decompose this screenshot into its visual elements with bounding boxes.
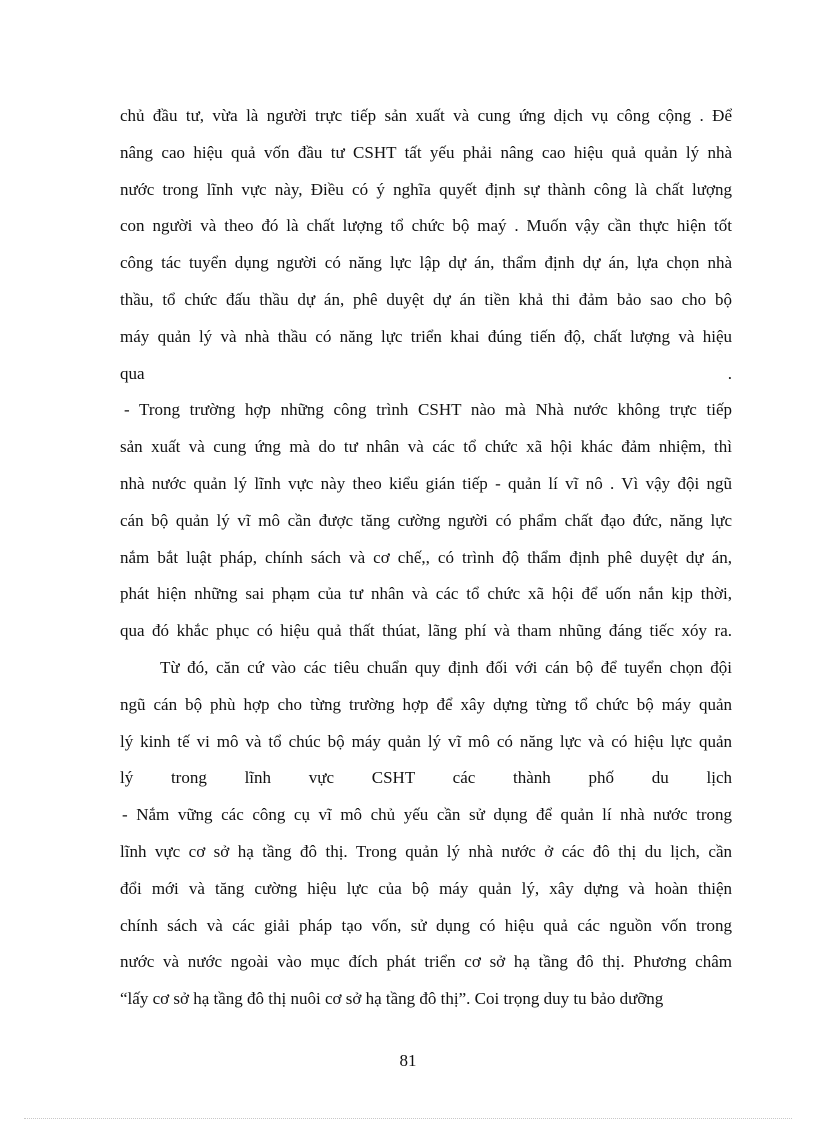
text-line: “lấy cơ sở hạ tầng đô thị nuôi cơ sở hạ tầng đô thị”. Coi trọng duy tu bảo dưỡng (120, 989, 664, 1009)
text-line: con người và theo đó là chất lượng tổ chức bộ maý . Muốn vậy cần thực hiện tốt (120, 216, 732, 236)
text-line: nước và nước ngoài vào mục đích phát triển cơ sở hạ tầng đô thị. Phương châm (120, 952, 732, 972)
text-line: máy quản lý và nhà thầu có năng lực triển khai đúng tiến độ, chất lượng và hiệu (120, 326, 732, 346)
text-line: nâng cao hiệu quả vốn đầu tư CSHT tất yếu phải nâng cao hiệu quả quản lý nhà (120, 142, 732, 162)
text-line: đổi mới và tăng cường hiệu lực của bộ máy quản lý, xây dựng và hoàn thiện (120, 878, 732, 898)
page-bottom-divider (24, 1118, 792, 1119)
text-line: chính sách và các giải pháp tạo vốn, sử dụng có hiệu quả các nguồn vốn trong (120, 915, 732, 935)
text-line: nước trong lĩnh vực này, Điều có ý nghĩa quyết định sự thành công là chất lượng (120, 179, 732, 199)
text-line (120, 356, 732, 393)
text-line: ngũ cán bộ phù hợp cho từng trường hợp để xây dựng từng tổ chức bộ máy quản (120, 694, 732, 714)
text-line: nhà nước quản lý lĩnh vực này theo kiểu gián tiếp - quản lí vĩ nô . Vì vậy đội ngũ (120, 473, 732, 493)
trailing-period: . (727, 363, 732, 383)
text-line: công tác tuyển dụng người có năng lực lập dự án, thẩm định dự án, lựa chọn nhà (120, 253, 732, 273)
text-line: phát hiện những sai phạm của tư nhân và các tổ chức xã hội để uốn nắn kịp thời, (120, 584, 732, 604)
text-line: thầu, tổ chức đấu thầu dự án, phê duyệt dự án tiền khả thi đảm bảo sao cho bộ (120, 289, 732, 309)
text-line-word: qua (120, 363, 145, 383)
text-line: qua đó khắc phục có hiệu quả thất thúat, lãng phí và tham nhũng đáng tiếc xóy ra. (120, 621, 732, 641)
body-text (120, 98, 732, 1018)
text-line: chủ đầu tư, vừa là người trực tiếp sản xuất và cung ứng dịch vụ công cộng . Để (120, 106, 732, 125)
text-line: lý kinh tế vi mô và tổ chúc bộ máy quản lý vĩ mô có năng lực và có hiệu lực quản (120, 731, 732, 751)
text-line: sản xuất và cung ứng mà do tư nhân và các tổ chức xã hội khác đảm nhiệm, thì (120, 437, 732, 457)
text-line: lĩnh vực cơ sở hạ tầng đô thị. Trong quản lý nhà nước ở các đô thị du lịch, cần (120, 841, 732, 861)
page-number: 81 (399, 1051, 417, 1070)
text-line: cán bộ quản lý vĩ mô cần được tăng cường người có phẩm chất đạo đức, năng lực (120, 510, 732, 530)
text-line: nắm bắt luật pháp, chính sách và cơ chế,, có trình độ thẩm định phê duyệt dự án, (120, 547, 732, 567)
text-line: - Trong trường hợp những công trình CSHT nào mà Nhà nước không trực tiếp (124, 400, 732, 420)
text-line: Từ đó, căn cứ vào các tiêu chuẩn quy định đối với cán bộ để tuyển chọn đội (160, 657, 732, 677)
text-line: lý trong lĩnh vực CSHT các thành phố du lịch (120, 768, 732, 788)
text-line: - Nắm vững các công cụ vĩ mô chủ yếu cần sử dụng để quản lí nhà nước trong (122, 805, 732, 825)
